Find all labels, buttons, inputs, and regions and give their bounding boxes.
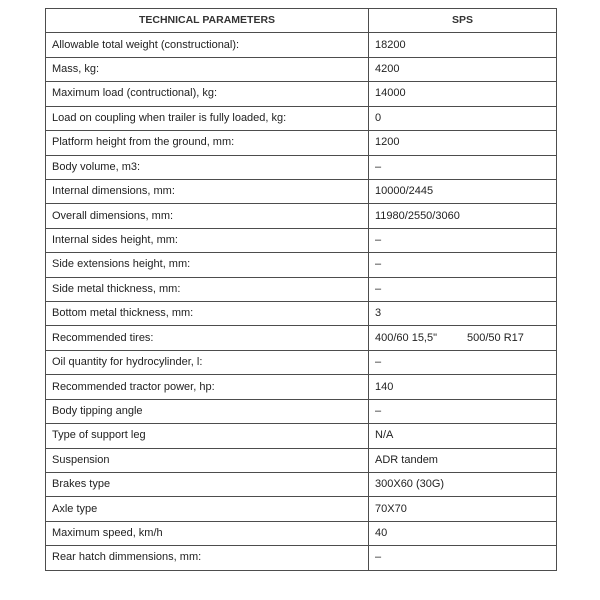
param-label: Mass, kg: [46,57,369,81]
param-label: Load on coupling when trailer is fully loaded, kg: [46,106,369,130]
table-row [46,253,557,277]
table-row [46,521,557,545]
param-value: 70X70 [369,497,557,521]
param-label: Side extensions height, mm: [46,253,369,277]
param-label: Body tipping angle [46,399,369,423]
tire-option: 400/60 15,5" [375,331,438,344]
table-row [46,82,557,106]
param-label: Recommended tires: [46,326,369,350]
param-value: 14000 [369,82,557,106]
table-row [46,155,557,179]
header-model-sps: SPS [369,9,557,33]
param-value: – [369,228,557,252]
table-row [46,204,557,228]
param-label: Side metal thickness, mm: [46,277,369,301]
table-row [46,228,557,252]
table-row [46,375,557,399]
param-value: 40 [369,521,557,545]
table-row [46,131,557,155]
table-header-row [46,9,557,33]
param-value: 140 [369,375,557,399]
param-value: 3 [369,302,557,326]
param-value: – [369,350,557,374]
param-value: – [369,277,557,301]
table-row [46,33,557,57]
table-row [46,497,557,521]
param-value: N/A [369,424,557,448]
param-label: Rear hatch dimmensions, mm: [46,546,369,570]
param-label: Recommended tractor power, hp: [46,375,369,399]
param-value: 300X60 (30G) [369,473,557,497]
param-value: ADR tandem [369,448,557,472]
table-row [46,473,557,497]
table-row [46,179,557,203]
param-label: Type of support leg [46,424,369,448]
header-technical-parameters: TECHNICAL PARAMETERS [46,9,369,33]
table-row [46,326,557,350]
param-label: Oil quantity for hydrocylinder, l: [46,350,369,374]
param-label: Bottom metal thickness, mm: [46,302,369,326]
param-value: 11980/2550/3060 [369,204,557,228]
param-label: Axle type [46,497,369,521]
table-row [46,424,557,448]
table-row [46,399,557,423]
param-value: 10000/2445 [369,179,557,203]
param-label: Body volume, m3: [46,155,369,179]
param-value: 1200 [369,131,557,155]
param-value [369,326,557,350]
param-value: – [369,399,557,423]
param-label: Brakes type [46,473,369,497]
table-row [46,57,557,81]
param-value: 4200 [369,57,557,81]
tire-option: 500/50 R17 [467,331,524,344]
technical-parameters-table [45,8,557,571]
table-row [46,106,557,130]
table-row [46,448,557,472]
param-label: Overall dimensions, mm: [46,204,369,228]
param-value: – [369,546,557,570]
param-label: Internal sides height, mm: [46,228,369,252]
param-value: 0 [369,106,557,130]
table-row [46,302,557,326]
param-value: – [369,253,557,277]
param-label: Maximum speed, km/h [46,521,369,545]
param-label: Internal dimensions, mm: [46,179,369,203]
table-row [46,546,557,570]
param-label: Maximum load (contructional), kg: [46,82,369,106]
param-value: – [369,155,557,179]
param-value: 18200 [369,33,557,57]
param-label: Allowable total weight (constructional): [46,33,369,57]
param-label: Platform height from the ground, mm: [46,131,369,155]
param-label: Suspension [46,448,369,472]
table-row [46,350,557,374]
table-row [46,277,557,301]
